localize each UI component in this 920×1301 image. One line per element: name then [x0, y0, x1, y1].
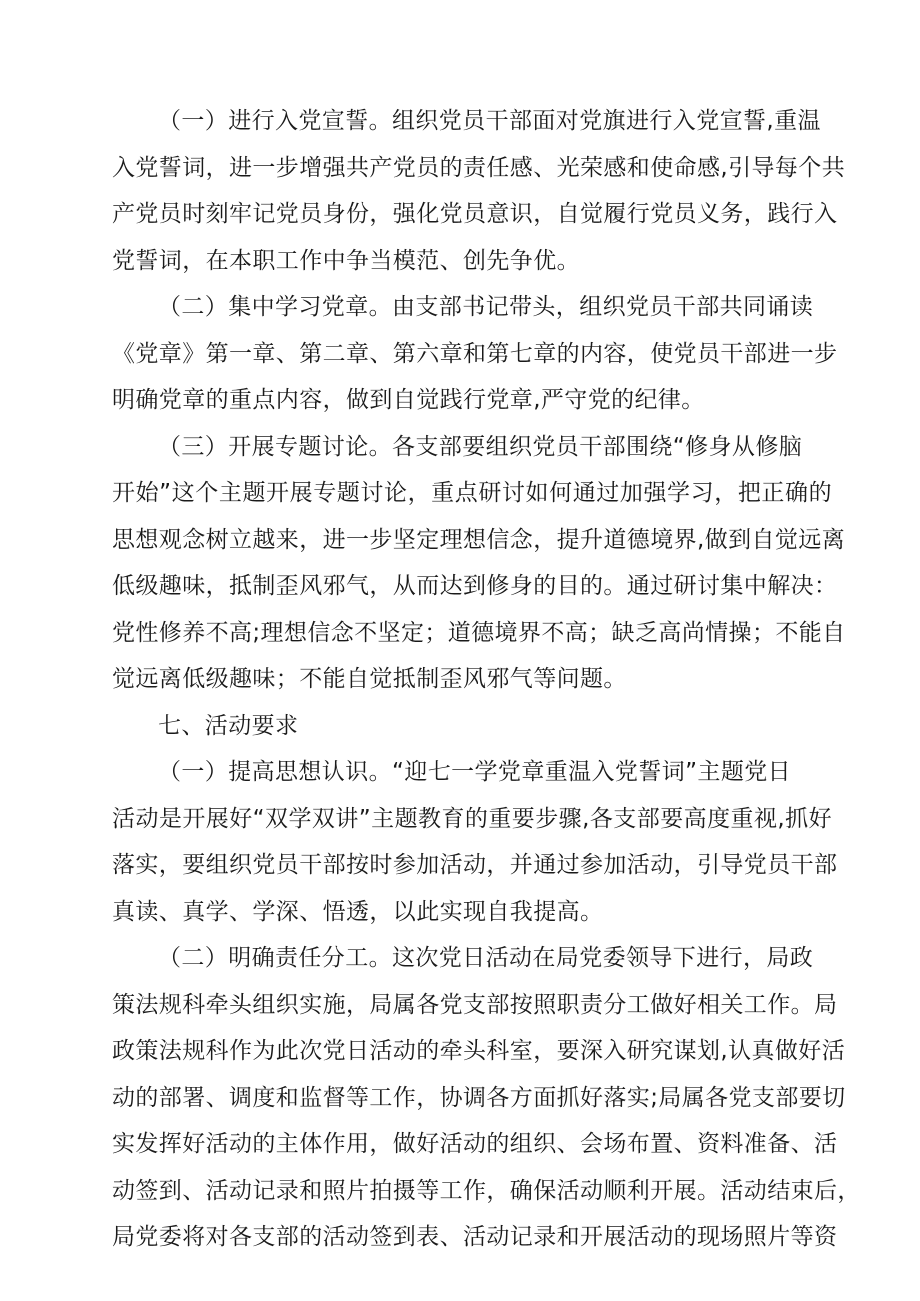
paragraph-5-line-1: （二）明确责任分工。这次党日活动在局党委领导下进行，局政 [158, 945, 814, 971]
paragraph-2-line-2: 《党章》第一章、第二章、第六章和第七章的内容，使党员干部进一步 [112, 340, 838, 367]
paragraph-4-line-1: （一）提高思想认识。“迎七一学党章重温入党誓词”主题党日 [158, 759, 792, 785]
paragraph-3-line-1: （三）开展专题讨论。各支部要组织党员干部围绕“修身从修脑 [158, 433, 803, 460]
paragraph-5-line-2: 策法规科牵头组织实施，局属各党支部按照职责分工做好相关工作。局 [112, 991, 838, 1018]
paragraph-4-line-2: 活动是开展好“双学双讲”主题教育的重要步骤,各支部要高度重视,抓好 [112, 805, 832, 832]
paragraph-5-line-4: 动的部署、调度和监督等工作，协调各方面抓好落实;局属各党支部要切 [112, 1084, 846, 1111]
paragraph-3-line-2: 开始”这个主题开展专题讨论，重点研讨如何通过加强学习，把正确的 [112, 480, 832, 506]
paragraph-1-line-3: 产党员时刻牢记党员身份，强化党员意识，自觉履行党员义务，践行入 [112, 201, 838, 227]
paragraph-3-line-3: 思想观念树立越来，进一步坚定理想信念，提升道德境界,做到自觉远离 [112, 526, 846, 553]
paragraph-5-line-5: 实发挥好活动的主体作用，做好活动的组织、会场布置、资料准备、活 [112, 1131, 838, 1157]
paragraph-3-line-6: 觉远离低级趣味；不能自觉抵制歪风邪气等问题。 [112, 666, 627, 692]
section-heading: 七、活动要求 [158, 712, 299, 739]
paragraph-1-line-1: （一）进行入党宣誓。组织党员干部面对党旗进行入党宣誓,重温 [158, 108, 821, 134]
paragraph-5-line-7: 局党委将对各支部的活动签到表、活动记录和开展活动的现场照片等资 [112, 1224, 838, 1250]
paragraph-1-line-4: 党誓词，在本职工作中争当模范、创先争优。 [112, 247, 580, 274]
document-body [112, 98, 861, 1261]
paragraph-2-line-1: （二）集中学习党章。由支部书记带头，组织党员干部共同诵读 [158, 294, 814, 320]
paragraph-4-line-3: 落实，要组织党员干部按时参加活动，并通过参加活动，引导党员干部 [112, 852, 838, 878]
paragraph-5-line-3: 政策法规科作为此次党日活动的牵头科室，要深入研究谋划,认真做好活 [112, 1038, 846, 1064]
paragraph-3-line-5: 党性修养不高;理想信念不坚定；道德境界不高；缺乏高尚情操；不能自 [112, 619, 846, 646]
paragraph-4-line-4: 真读、真学、学深、悟透，以此实现自我提高。 [112, 898, 604, 925]
paragraph-1-line-2: 入党誓词，进一步增强共产党员的责任感、光荣感和使命感,引导每个共 [112, 154, 846, 181]
paragraph-5-line-6: 动签到、活动记录和照片拍摄等工作，确保活动顺利开展。活动结束后， [112, 1177, 861, 1204]
paragraph-3-line-4: 低级趣味，抵制歪风邪气，从而达到修身的目的。通过研讨集中解决： [112, 573, 838, 599]
paragraph-2-line-3: 明确党章的重点内容，做到自觉践行党章,严守党的纪律。 [112, 387, 705, 413]
